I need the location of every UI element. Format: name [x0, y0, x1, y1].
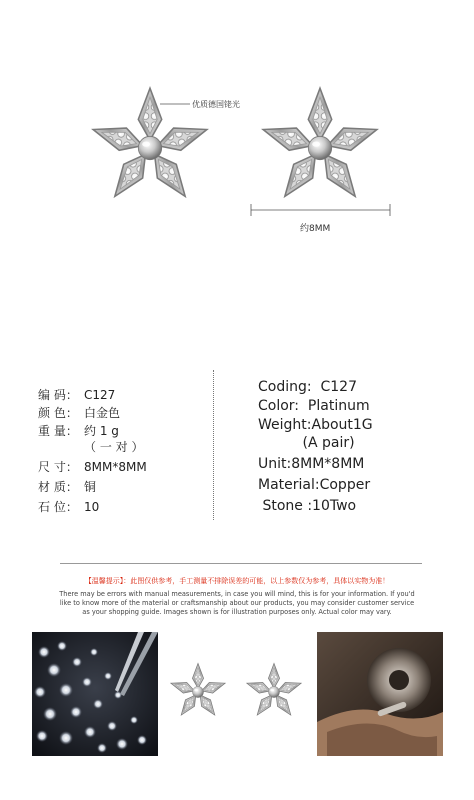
dimension-label: 约8MM [300, 224, 331, 234]
notice-cn: 【温馨提示】：此图仅供参考，手工测量不排除误差的可能，以上参数仅为参考，具体以实物为准！ [84, 577, 390, 585]
specs-english [258, 379, 458, 519]
spec-divider [213, 370, 214, 520]
polishing-image [317, 632, 443, 756]
callout-label: 优质德国铑光 [192, 100, 240, 109]
spec-row-size: 尺 寸： 8MM*8MM [38, 460, 147, 474]
spec-en-color: Color: Platinum [258, 398, 370, 414]
notice-en-line: like to know more of the material or craftsmanship about our products, you may consider customer service [59, 599, 415, 607]
spec-en-unit: Unit:8MM*8MM [258, 456, 365, 472]
earrings-thumbnail [160, 648, 316, 738]
spec-row-weight-note: （ 一 对 ） [84, 440, 144, 454]
spec-row-color: 颜 色： 白金色 [38, 406, 121, 420]
specs-chinese [38, 386, 208, 518]
craftsmanship-photo [317, 632, 443, 756]
spec-en-material: Material:Copper [258, 477, 371, 493]
spec-row-weight: 重 量： 约 1 g [38, 424, 119, 438]
gemstones-image [32, 632, 158, 756]
notice-en-line: as your shopping guide. Images shown is for illustration purposes only. Actual color may vary. [82, 608, 392, 616]
spec-en-code: Coding: C127 [258, 379, 357, 395]
spec-en-weight: Weight:About1G [258, 417, 373, 433]
spec-en-weight-note: (A pair) [258, 435, 355, 451]
notice-divider [60, 563, 422, 564]
earring-right [260, 88, 381, 203]
earrings-illustration [0, 0, 474, 300]
spec-row-stones: 石 位： 10 [38, 500, 100, 514]
gemstones-photo [32, 632, 158, 756]
spec-row-code: 编 码： C127 [38, 388, 116, 402]
product-hero [0, 0, 474, 300]
spec-row-material: 材 质： 铜 [38, 480, 97, 494]
notice-en-line: There may be errors with manual measurements, in case you will mind, this is for your information. If you'd [59, 590, 415, 598]
notice-en [0, 590, 474, 617]
spec-en-stone: Stone :10Two [258, 498, 357, 514]
earrings-thumbnail-image [160, 648, 316, 738]
